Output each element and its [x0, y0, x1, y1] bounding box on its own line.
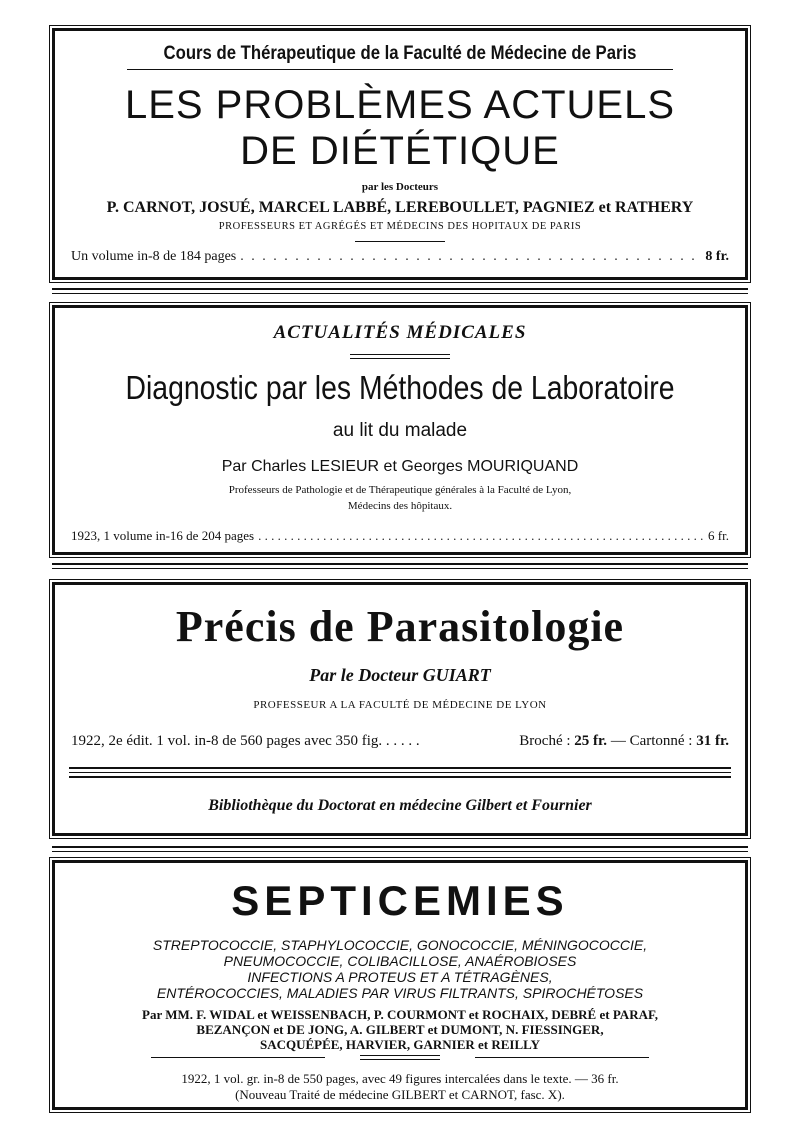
- topic-line: STREPTOCOCCIE, STAPHYLOCOCCIE, GONOCOCCIE, MÉNINGOCOCCIE,: [152, 937, 648, 953]
- price: 6 fr.: [708, 528, 729, 543]
- topic-line: ENTÉROCOCCIES, MALADIES PAR VIRUS FILTRANTS, SPIROCHÉTOSES: [156, 985, 644, 1001]
- book-title: Précis de Parasitologie: [175, 602, 625, 651]
- price-dash: —: [610, 733, 626, 749]
- book-title: SEPTICEMIES: [231, 877, 569, 924]
- ornament-rule: [360, 1055, 440, 1060]
- separator: [52, 288, 748, 290]
- credentials-line1: Professeurs de Pathologie et de Thérapeutique générales à la Faculté de Lyon,: [228, 484, 572, 496]
- separator: [52, 846, 748, 848]
- separator: [52, 851, 748, 852]
- ad-dietetique: [52, 28, 748, 280]
- rule: [69, 776, 731, 778]
- rule: [69, 767, 731, 769]
- book-title-line1: LES PROBLÈMES ACTUELS: [124, 83, 676, 127]
- credentials: PROFESSEURS ET AGRÉGÉS ET MÉDECINS DES HOPITAUX DE PARIS: [218, 221, 582, 232]
- book-title: Diagnostic par les Méthodes de Laboratoire: [125, 369, 675, 406]
- volume-info: 1923, 1 volume in-16 de 204 pages: [71, 528, 255, 543]
- topic-line: PNEUMOCOCCIE, COLIBACILLOSE, ANAÉROBIOSES: [223, 953, 577, 969]
- rule-left: [151, 1057, 325, 1058]
- cartonne-price: 31 fr.: [696, 733, 729, 749]
- price-line: [71, 249, 729, 265]
- separator: [52, 568, 748, 569]
- course-header: Cours de Thérapeutique de la Faculté de Médecine de Paris: [163, 43, 637, 64]
- broche-price: 25 fr.: [574, 733, 608, 749]
- volume-info: Un volume in-8 de 184 pages: [71, 249, 237, 264]
- series-note: (Nouveau Traité de médecine GILBERT et CARNOT, fasc. X).: [235, 1087, 565, 1102]
- credentials: PROFESSEUR A LA FACULTÉ DE MÉDECINE DE LYON: [253, 699, 547, 711]
- rule-right: [475, 1057, 649, 1058]
- by-doctors: par les Docteurs: [361, 181, 439, 193]
- short-rule: [355, 241, 445, 242]
- topic-line: INFECTIONS A PROTEUS ET A TÉTRAGÈNES,: [247, 969, 553, 985]
- volume-info: 1922, 2e édit. 1 vol. in-8 de 560 pages avec 350 fig. . . . . .: [71, 733, 420, 749]
- rule: [69, 772, 731, 773]
- ad-septicemies: [52, 860, 748, 1110]
- authors: P. CARNOT, JOSUÉ, MARCEL LABBÉ, LEREBOULLET, PAGNIEZ et RATHERY: [106, 199, 694, 216]
- book-title-line2: DE DIÉTÉTIQUE: [240, 129, 560, 173]
- book-subtitle: au lit du malade: [332, 420, 468, 441]
- separator: [52, 563, 748, 565]
- broche-label: Broché :: [519, 733, 571, 749]
- authors: Par Charles LESIEUR et Georges MOURIQUAND: [221, 458, 579, 475]
- price-line: [71, 528, 729, 544]
- prices: [519, 733, 729, 750]
- separator: [52, 293, 748, 294]
- price: 8 fr.: [705, 249, 729, 264]
- cartonne-label: Cartonné :: [629, 733, 693, 749]
- series-name: ACTUALITÉS MÉDICALES: [273, 322, 527, 343]
- ornament-rule: [350, 354, 450, 359]
- header-underline: [127, 69, 673, 70]
- author: Par le Docteur GUIART: [309, 665, 491, 685]
- credentials-line2: Médecins des hôpitaux.: [347, 500, 453, 512]
- price-line: [71, 733, 729, 750]
- leader-dots: [258, 528, 704, 544]
- volume-info: 1922, 1 vol. gr. in-8 de 550 pages, avec 49 figures intercalées dans le texte. — 36 fr.: [181, 1071, 619, 1086]
- authors-line: SACQUÉPÉE, HARVIER, GARNIER et REILLY: [259, 1037, 541, 1052]
- ad-diagnostic: [52, 305, 748, 555]
- collection: Bibliothèque du Doctorat en médecine Gilbert et Fournier: [208, 797, 592, 814]
- authors-line: Par MM. F. WIDAL et WEISSENBACH, P. COURMONT et ROCHAIX, DEBRÉ et PARAF,: [142, 1007, 658, 1022]
- authors-line: BEZANÇON et DE JONG, A. GILBERT et DUMONT, N. FIESSINGER,: [196, 1022, 604, 1037]
- ad-parasitologie: [52, 582, 748, 836]
- leader-dots: [240, 249, 701, 265]
